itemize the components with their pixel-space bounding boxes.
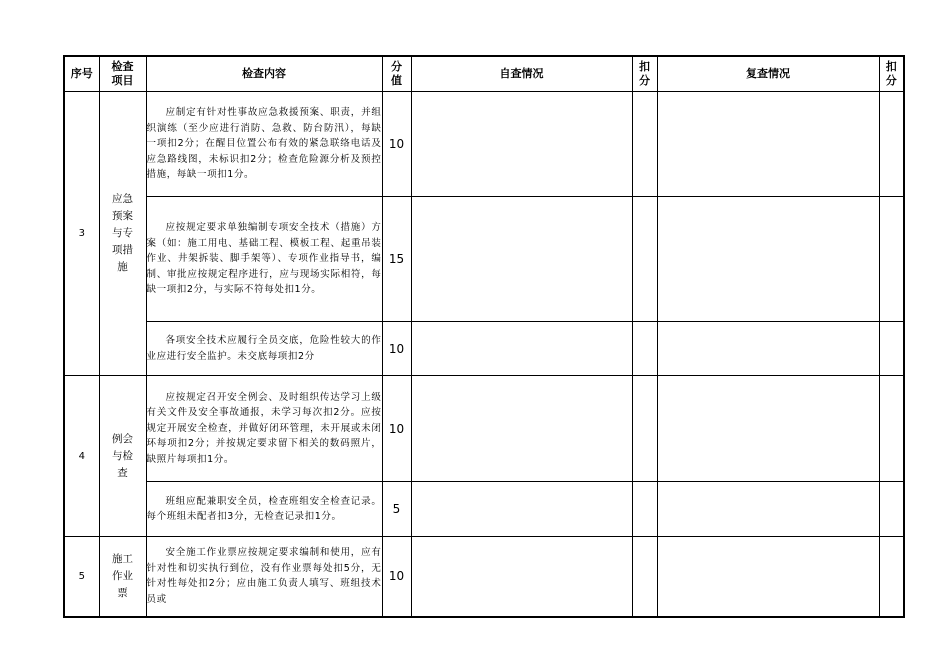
seq-cell: 3 [64, 92, 99, 376]
self-deduct-cell[interactable] [632, 197, 657, 322]
recheck-deduct-cell[interactable] [879, 322, 904, 376]
score-cell: 10 [382, 92, 411, 197]
content-cell: 应制定有针对性事故应急救援预案、职责，并组织演练（至少应进行消防、急救、防台防汛），每缺一项扣2分；在醒目位置公布有效的紧急联络电话及应急路线图，未标识扣2分；检查危险源分析及预控措施，每缺一项扣1分。 [146, 92, 382, 197]
item-cell: 施工作业票 [99, 537, 146, 617]
content-cell: 应按规定召开安全例会、及时组织传达学习上级有关文件及安全事故通报，未学习每次扣2分。应按规定开展安全检查，并做好闭环管理，未开展或未闭环每项扣2分；并按规定要求留下相关的数码照片，缺照片每项扣1分。 [146, 376, 382, 482]
table-row [64, 322, 904, 376]
self-check-cell[interactable] [411, 92, 632, 197]
header-recheck: 复查情况 [657, 56, 879, 92]
content-cell: 各项安全技术应履行全员交底，危险性较大的作业应进行安全监护。未交底每项扣2分 [146, 322, 382, 376]
self-check-cell[interactable] [411, 376, 632, 482]
content-cell: 应按规定要求单独编制专项安全技术（措施）方案（如：施工用电、基础工程、模板工程、起重吊装作业、井架拆装、脚手架等）、专项作业指导书，编制、审批应按规定程序进行，应与现场实际相符，每缺一项扣2分，与实际不符每处扣1分。 [146, 197, 382, 322]
recheck-deduct-cell[interactable] [879, 482, 904, 537]
content-cell: 班组应配兼职安全员，检查班组安全检查记录。每个班组未配者扣3分，无检查记录扣1分。 [146, 482, 382, 537]
content-cell: 安全施工作业票应按规定要求编制和使用，应有针对性和切实执行到位，没有作业票每处扣5分，无针对性每处扣2分；应由施工负责人填写、班组技术员或 [146, 537, 382, 617]
score-cell: 10 [382, 537, 411, 617]
table-row [64, 537, 904, 617]
recheck-cell[interactable] [657, 322, 879, 376]
self-deduct-cell[interactable] [632, 92, 657, 197]
header-seq: 序号 [64, 56, 99, 92]
item-cell: 应急预案与专项措施 [99, 92, 146, 376]
score-cell: 5 [382, 482, 411, 537]
self-deduct-cell[interactable] [632, 537, 657, 617]
header-item: 检查项目 [99, 56, 146, 92]
table-row [64, 376, 904, 482]
recheck-cell[interactable] [657, 482, 879, 537]
self-deduct-cell[interactable] [632, 482, 657, 537]
header-recheck-deduct: 扣分 [879, 56, 904, 92]
table-row [64, 482, 904, 537]
self-check-cell[interactable] [411, 197, 632, 322]
table-row [64, 197, 904, 322]
item-cell: 例会与检查 [99, 376, 146, 537]
score-cell: 10 [382, 322, 411, 376]
self-deduct-cell[interactable] [632, 376, 657, 482]
recheck-cell[interactable] [657, 537, 879, 617]
recheck-deduct-cell[interactable] [879, 92, 904, 197]
table-row [64, 92, 904, 197]
score-cell: 10 [382, 376, 411, 482]
header-self-deduct: 扣分 [632, 56, 657, 92]
seq-cell: 4 [64, 376, 99, 537]
self-check-cell[interactable] [411, 537, 632, 617]
inspection-table [63, 55, 905, 618]
recheck-cell[interactable] [657, 376, 879, 482]
recheck-cell[interactable] [657, 197, 879, 322]
recheck-deduct-cell[interactable] [879, 537, 904, 617]
self-check-cell[interactable] [411, 322, 632, 376]
self-deduct-cell[interactable] [632, 322, 657, 376]
header-content: 检查内容 [146, 56, 382, 92]
score-cell: 15 [382, 197, 411, 322]
seq-cell: 5 [64, 537, 99, 617]
recheck-deduct-cell[interactable] [879, 376, 904, 482]
header-score: 分值 [382, 56, 411, 92]
header-row [64, 56, 904, 92]
header-self-check: 自查情况 [411, 56, 632, 92]
self-check-cell[interactable] [411, 482, 632, 537]
recheck-deduct-cell[interactable] [879, 197, 904, 322]
recheck-cell[interactable] [657, 92, 879, 197]
